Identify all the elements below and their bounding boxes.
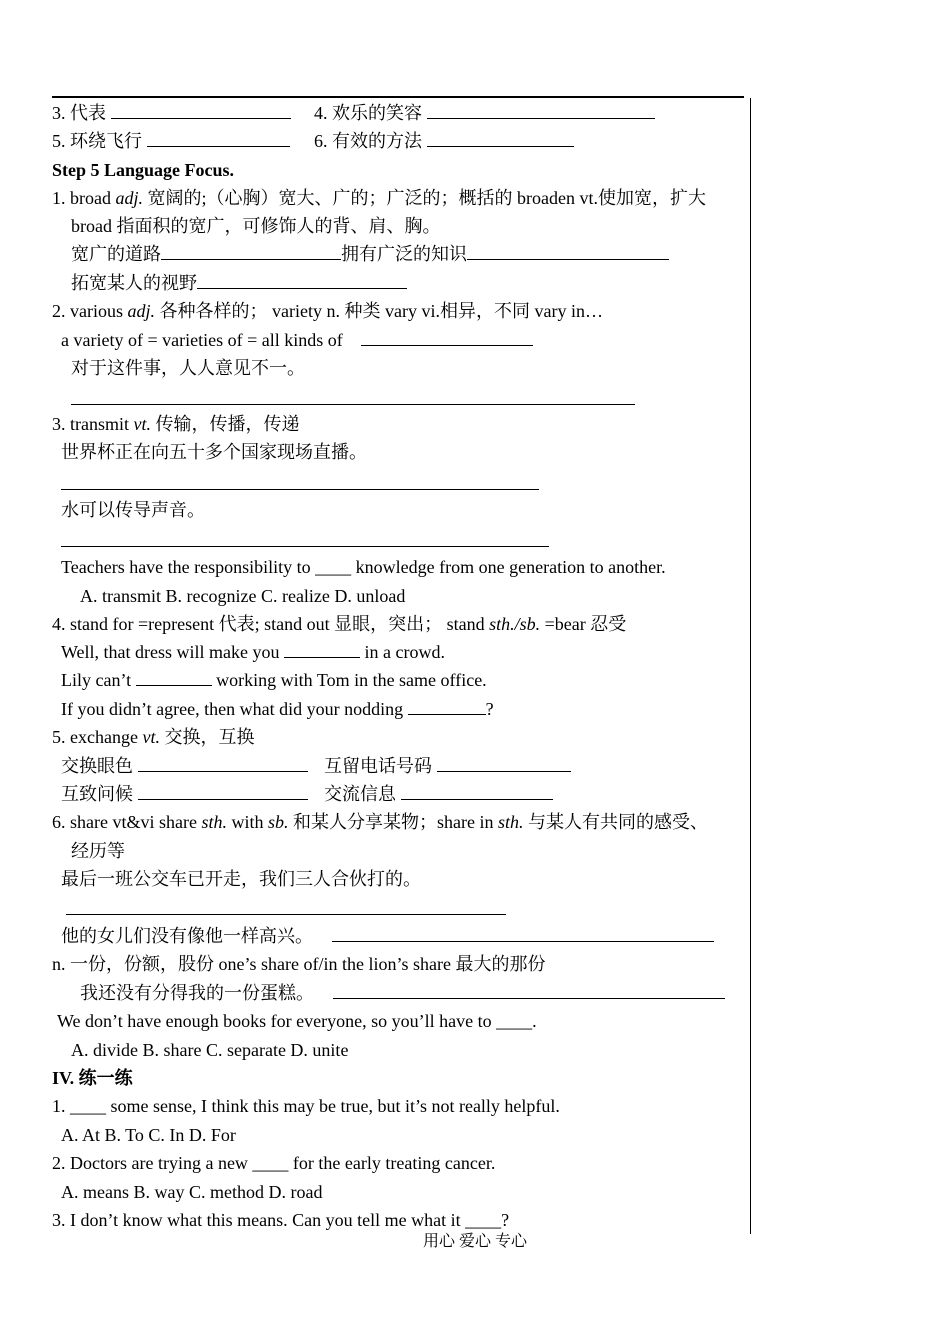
practice-question-3: 3. I don’t know what this means. Can you tell me what it ____? xyxy=(52,1210,510,1230)
transmit-question: Teachers have the responsibility to ____ knowledge from one generation to another. xyxy=(61,557,666,577)
vocab-item-4: 4. 欢乐的笑容 xyxy=(314,102,655,124)
various-equivalents: a variety of = varieties of = all kinds of xyxy=(61,329,533,351)
practice-heading: IV. 练一练 xyxy=(52,1068,133,1088)
various-translation-prompt: 对于这件事，人人意见不一。 xyxy=(71,358,305,378)
page-footer: 用心 爱心 专心 xyxy=(422,1233,527,1250)
step5-heading: Step 5 Language Focus. xyxy=(52,160,235,180)
stand-sentence-2: Lily can’t working with Tom in the same office. xyxy=(61,670,487,690)
transmit-definition: 3. transmit vt. 传输，传播，传递 xyxy=(52,414,300,434)
top-rule xyxy=(52,96,744,98)
exchange-exercise-1: 交换眼色 xyxy=(61,755,308,777)
share-sentence-1: 最后一班公交车已开走，我们三人合伙打的。 xyxy=(61,869,421,889)
share-options: A. divide B. share C. separate D. unite xyxy=(71,1040,349,1060)
stand-definition: 4. stand for =represent 代表; stand out 显眼，突出； stand sth./sb. =bear 忍受 xyxy=(52,614,627,634)
broad-exercise-2: 拓宽某人的视野 xyxy=(71,272,407,294)
broad-definition: 1. broad adj. 宽阔的;（心胸）宽大、广的；广泛的；概括的 broaden vt.使加宽，扩大 xyxy=(52,188,706,208)
transmit-sentence-2: 水可以传导声音。 xyxy=(61,500,205,520)
vocab-item-3: 3. 代表 xyxy=(52,102,291,124)
right-margin-rule xyxy=(750,98,751,1234)
various-definition: 2. various adj. 各种各样的； variety n. 种类 vary vi.相异，不同 vary in… xyxy=(52,301,603,321)
exchange-exercise-2: 互留电话号码 xyxy=(324,755,571,777)
share-sentence-3: 我还没有分得我的一份蛋糕。 xyxy=(80,982,725,1004)
share-noun-definition: n. 一份，份额，股份 one’s share of/in the lion’s share 最大的那份 xyxy=(52,954,546,974)
share-definition: 6. share vt&vi share sth. with sb. 和某人分享某物；share in sth. 与某人有共同的感受、 xyxy=(52,812,709,832)
answer-line xyxy=(61,489,539,490)
vocab-item-6: 6. 有效的方法 xyxy=(314,130,574,152)
answer-line xyxy=(66,914,506,915)
vocab-item-5: 5. 环绕飞行 xyxy=(52,130,290,152)
stand-sentence-3: If you didn’t agree, then what did your nodding ? xyxy=(61,699,494,719)
practice-options-1: A. At B. To C. In D. For xyxy=(61,1125,236,1145)
practice-question-2: 2. Doctors are trying a new ____ for the early treating cancer. xyxy=(52,1153,496,1173)
transmit-options: A. transmit B. recognize C. realize D. unload xyxy=(80,586,406,606)
answer-line xyxy=(61,546,549,547)
share-definition-cont: 经历等 xyxy=(71,841,125,861)
share-question: We don’t have enough books for everyone, so you’ll have to ____. xyxy=(57,1011,537,1031)
exchange-exercise-4: 交流信息 xyxy=(324,783,553,805)
answer-line xyxy=(71,404,635,405)
share-sentence-2: 他的女儿们没有像他一样高兴。 xyxy=(61,925,714,947)
exchange-exercise-3: 互致问候 xyxy=(61,783,308,805)
practice-question-1: 1. ____ some sense, I think this may be true, but it’s not really helpful. xyxy=(52,1096,560,1116)
broad-exercise-1: 宽广的道路 拥有广泛的知识 xyxy=(71,243,669,265)
broad-usage-note: broad 指面积的宽广，可修饰人的背、肩、胸。 xyxy=(71,216,441,236)
stand-sentence-1: Well, that dress will make you in a crowd. xyxy=(61,642,445,662)
exchange-definition: 5. exchange vt. 交换，互换 xyxy=(52,727,255,747)
practice-options-2: A. means B. way C. method D. road xyxy=(61,1182,323,1202)
transmit-sentence-1: 世界杯正在向五十多个国家现场直播。 xyxy=(61,442,367,462)
